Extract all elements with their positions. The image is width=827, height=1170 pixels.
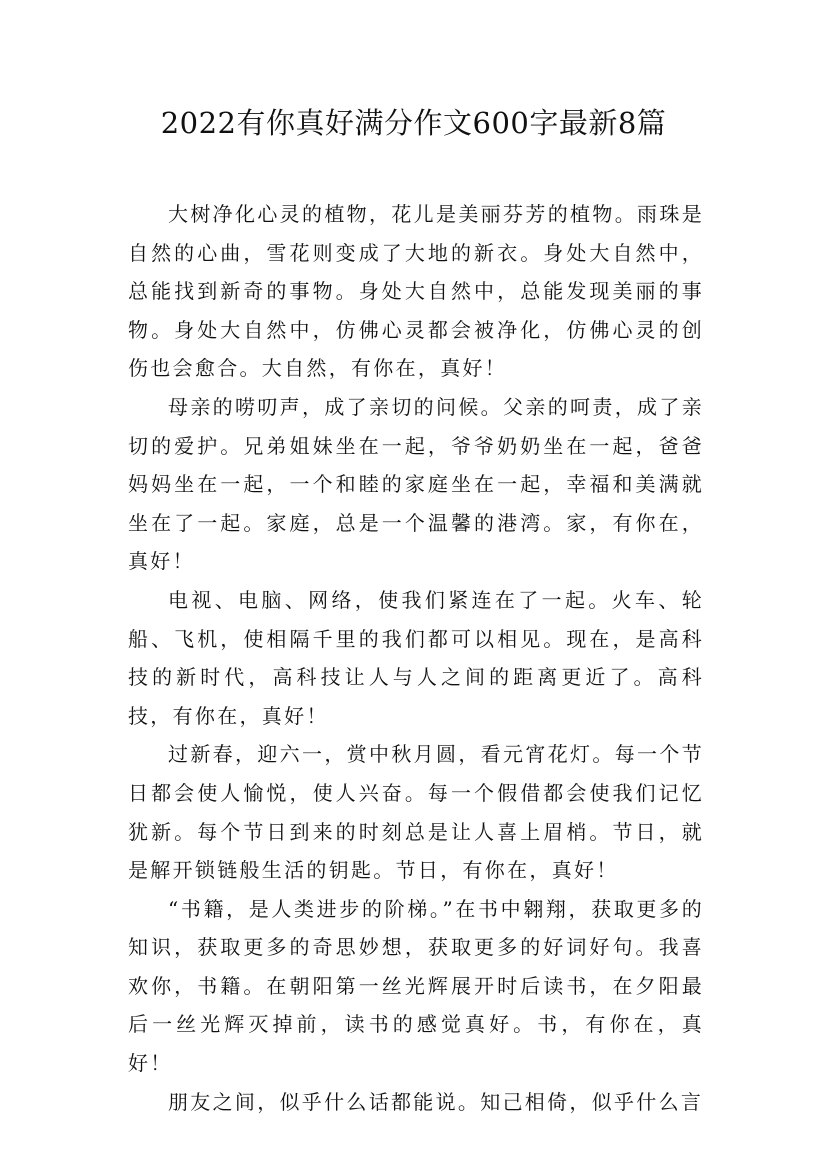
paragraph-1: 大树净化心灵的植物，花儿是美丽芬芳的植物。雨珠是自然的心曲，雪花则变成了大地的新衣。身处大自然中，总能找到新奇的事物。身处大自然中，总能发现美丽的事物。身处大自然中，仿佛心灵都会被净化，仿佛心灵的创伤也会愈合。大自然，有你在，真好！ — [128, 202, 704, 381]
document-body — [128, 195, 704, 1121]
paragraph-4: 过新春，迎六一，赏中秋月圆，看元宵花灯。每一个节日都会使人愉悦，使人兴奋。每一个假借都会使我们记忆犹新。每个节日到来的时刻总是让人喜上眉梢。节日，就是解开锁链般生活的钥匙。节日，有你在，真好！ — [128, 742, 704, 883]
paragraph-2: 母亲的唠叨声，成了亲切的问候。父亲的呵责，成了亲切的爱护。兄弟姐妹坐在一起，爷爷奶奶坐在一起，爸爸妈妈坐在一起，一个和睦的家庭坐在一起，幸福和美满就坐在了一起。家庭，总是一个温馨的港湾。家，有你在，真好！ — [128, 394, 704, 574]
paragraph-3: 电视、电脑、网络，使我们紧连在了一起。火车、轮船、飞机，使相隔千里的我们都可以相见。现在，是高科技的新时代，高科技让人与人之间的距离更近了。高科技，有你在，真好！ — [128, 587, 704, 728]
document-title: 2022有你真好满分作文600字最新8篇 — [160, 106, 667, 140]
paragraph-5: “书籍，是人类进步的阶梯。”在书中翱翔，获取更多的知识，获取更多的奇思妙想，获取更多的好词好句。我喜欢你，书籍。在朝阳第一丝光辉展开时后读书，在夕阳最后一丝光辉灭掉前，读书的感觉真好。书，有你在，真好！ — [128, 896, 704, 1076]
paragraph-6: 朋友之间，似乎什么话都能说。知己相倚，似乎什么言 — [168, 1089, 704, 1114]
